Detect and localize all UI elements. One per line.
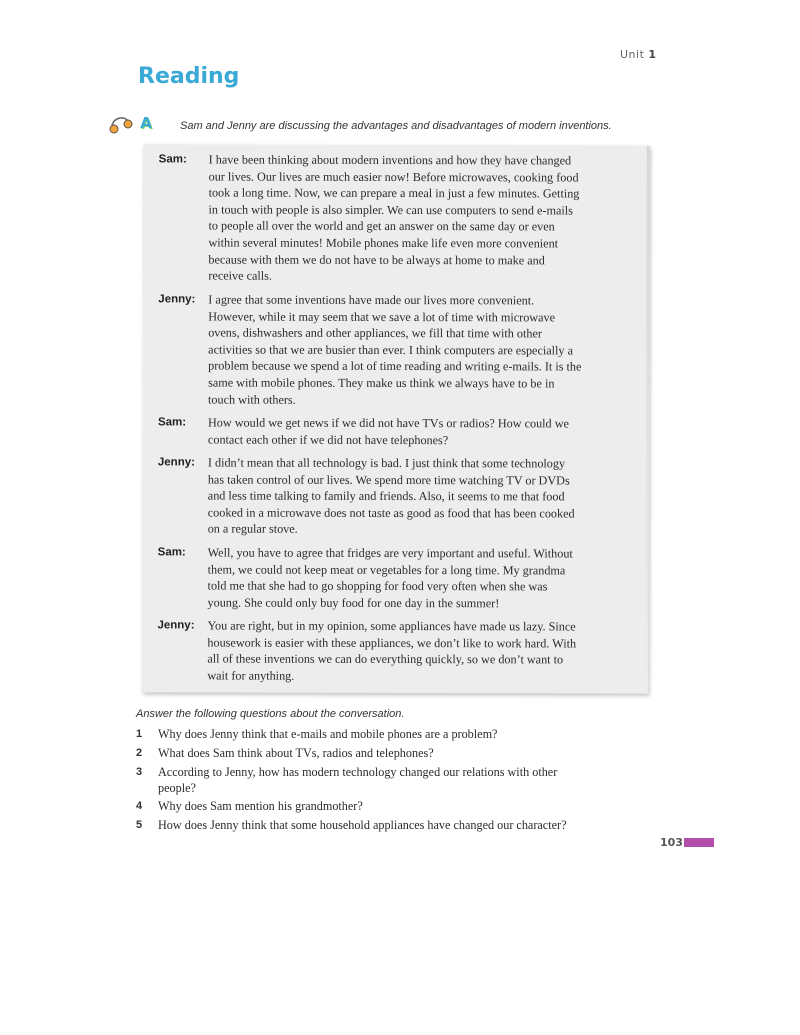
question-text: Why does Jenny think that e-mails and mobile phones are a problem? bbox=[158, 727, 498, 741]
speaker-name: Sam: bbox=[157, 546, 186, 559]
question-number: 1 bbox=[136, 728, 143, 740]
dialogue-line: cooked in a microwave does not taste as good as food that has been cooked bbox=[207, 505, 575, 521]
dialogue-line: I didn’t mean that all technology is bad. I just think that some technology bbox=[207, 455, 566, 471]
dialogue-line: all of these inventions we can do everything quickly, so we don’t want to bbox=[207, 651, 564, 667]
dialogue-turn bbox=[157, 454, 638, 537]
unit-label: Unit 1 bbox=[620, 48, 657, 61]
dialogue-line: You are right, but in my opinion, some appliances have made us lazy. Since bbox=[207, 618, 576, 634]
dialogue-line: to people all over the world and get an answer on the same day or even bbox=[208, 218, 555, 234]
questions-instruction: Answer the following questions about the conversation. bbox=[136, 708, 405, 720]
dialogue-line: because with them we do not have to be always at home to make and bbox=[208, 252, 545, 267]
dialogue-turn bbox=[157, 414, 638, 447]
dialogue-line: told me that she had to go shopping for food very often when she was bbox=[207, 578, 548, 594]
section-title: Reading bbox=[138, 64, 240, 89]
speaker-name: Sam: bbox=[158, 153, 187, 166]
dialogue-line: young. She could only buy food for one day in the summer! bbox=[207, 595, 500, 611]
dialogue-line: Well, you have to agree that fridges are very important and useful. Without bbox=[207, 545, 573, 561]
dialogue-line: How would we get news if we did not have TVs or radios? How could we bbox=[207, 415, 569, 431]
dialogue-line: problem because we spend a lot of time reading and writing e-mails. It is the bbox=[208, 358, 582, 374]
dialogue-line: and less time talking to family and friends. Also, it seems to me that food bbox=[207, 488, 565, 504]
dialogue-card bbox=[142, 144, 649, 693]
dialogue-line: housework is easier with these appliances, we don’t like to work hard. With bbox=[207, 635, 577, 651]
question-text: people? bbox=[158, 781, 196, 795]
dialogue-line: same with mobile phones. They make us think we always have to be in bbox=[208, 375, 555, 391]
page-number: 103 bbox=[660, 836, 683, 849]
question-number: 4 bbox=[136, 800, 143, 812]
dialogue-line: activities so that we are busier than ever. I think computers are especially a bbox=[208, 342, 574, 358]
page-number-bar bbox=[684, 838, 714, 847]
question-number: 3 bbox=[136, 766, 143, 778]
dialogue-turn bbox=[158, 291, 638, 407]
dialogue-line: took a long time. Now, we can prepare a meal in just a few minutes. Getting bbox=[208, 185, 580, 201]
question-text: What does Sam think about TVs, radios and telephones? bbox=[158, 746, 434, 760]
speaker-name: Jenny: bbox=[157, 456, 195, 469]
dialogue-line: on a regular stove. bbox=[207, 521, 298, 537]
question-text: Why does Sam mention his grandmother? bbox=[158, 799, 363, 813]
dialogue-line: I agree that some inventions have made our lives more convenient. bbox=[208, 292, 535, 308]
question-text: How does Jenny think that some household appliances have changed our character? bbox=[158, 818, 567, 832]
dialogue-line: them, we could not keep meat or vegetables for a long time. My grandma bbox=[207, 562, 566, 578]
dialogue-turn bbox=[157, 617, 637, 683]
question-text: According to Jenny, how has modern technology changed our relations with other bbox=[158, 765, 558, 779]
dialogue-line: in touch with people is also simpler. We can use computers to send e-mails bbox=[208, 202, 573, 218]
section-letter-badge: A bbox=[140, 114, 152, 132]
dialogue-line: within several minutes! Mobile phones make life even more convenient bbox=[208, 235, 559, 251]
question-number: 5 bbox=[136, 819, 143, 831]
dialogue-line: has taken control of our lives. We spend more time watching TV or DVDs bbox=[207, 472, 570, 488]
dialogue-turn bbox=[158, 151, 639, 283]
question-number: 2 bbox=[136, 747, 143, 759]
speaker-name: Sam: bbox=[157, 416, 187, 429]
dialogue-line: wait for anything. bbox=[207, 668, 295, 683]
dialogue-line: touch with others. bbox=[208, 392, 296, 407]
activity-instruction: Sam and Jenny are discussing the advantages and disadvantages of modern inventions. bbox=[180, 120, 612, 132]
speaker-name: Jenny: bbox=[158, 293, 196, 306]
dialogue-line: ovens, dishwashers and other appliances, we fill that time with other bbox=[208, 325, 542, 341]
dialogue-line: I have been thinking about modern inventions and how they have changed bbox=[208, 152, 572, 168]
dialogue-line: receive calls. bbox=[208, 268, 273, 283]
dialogue-line: contact each other if we did not have telephones? bbox=[207, 432, 449, 447]
dialogue-line: However, while it may seem that we save a lot of time with microwave bbox=[208, 309, 556, 325]
dialogue-line: our lives. Our lives are much easier now! Before microwaves, cooking food bbox=[208, 169, 579, 185]
dialogue-turn bbox=[157, 544, 638, 611]
headphones-icon bbox=[108, 113, 134, 135]
speaker-name: Jenny: bbox=[157, 619, 195, 632]
